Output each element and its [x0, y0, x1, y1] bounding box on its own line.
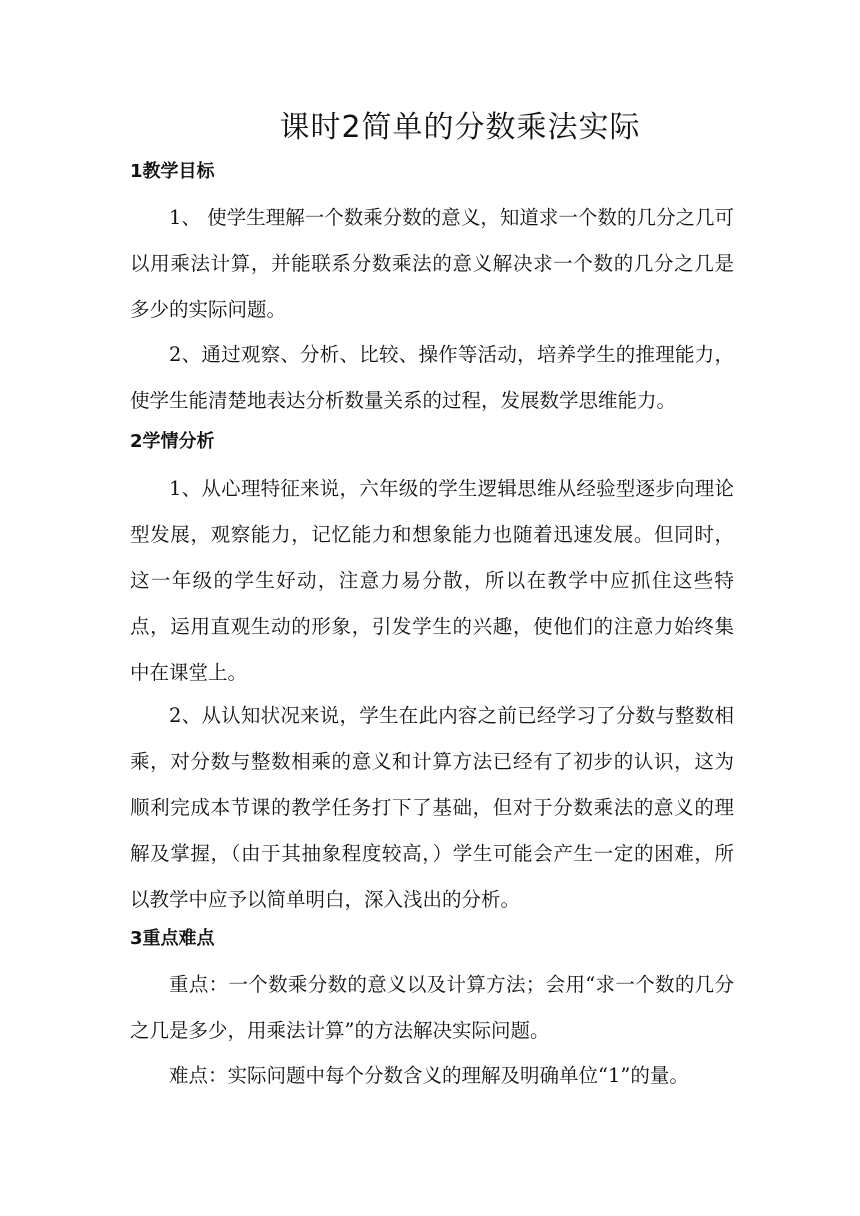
section-heading-teaching-goals: 1教学目标 — [130, 161, 215, 182]
document-title: 课时2简单的分数乘法实际 — [279, 110, 641, 145]
section-heading-student-analysis: 2学情分析 — [130, 431, 215, 452]
paragraph-key-point: 重点：一个数乘分数的意义以及计算方法；会用“求一个数的几分之几是多少，用乘法计算”的方法解决实际问题。 — [130, 973, 734, 1042]
paragraph-analysis-2: 2、从认知状况来说，学生在此内容之前已经学习了分数与整数相乘，对分数与整数相乘的意义和计算方法已经有了初步的认识，这为顺利完成本节课的教学任务打下了基础，但对于分数乘法的意义的理解及掌握，（由于其抽象程度较高，）学生可能会产生一定的困难，所以教学中应予以简单明白，深入浅出的分析。 — [130, 704, 734, 911]
section-heading-key-difficult-points: 3重点难点 — [130, 928, 215, 949]
paragraph-goal-2: 2、通过观察、分析、比较、操作等活动，培养学生的推理能力，使学生能清楚地表达分析数量关系的过程，发展数学思维能力。 — [130, 343, 734, 412]
paragraph-difficult-point: 难点：实际问题中每个分数含义的理解及明确单位“1”的量。 — [169, 1064, 689, 1087]
paragraph-analysis-1: 1、从心理特征来说，六年级的学生逻辑思维从经验型逐步向理论型发展，观察能力，记忆能力和想象能力也随着迅速发展。但同时，这一年级的学生好动，注意力易分散，所以在教学中应抓住这些特点，运用直观生动的形象，引发学生的兴趣，使他们的注意力始终集中在课堂上。 — [130, 477, 734, 684]
paragraph-goal-1: 1、 使学生理解一个数乘分数的意义，知道求一个数的几分之几可以用乘法计算，并能联系分数乘法的意义解决求一个数的几分之几是多少的实际问题。 — [130, 206, 734, 321]
